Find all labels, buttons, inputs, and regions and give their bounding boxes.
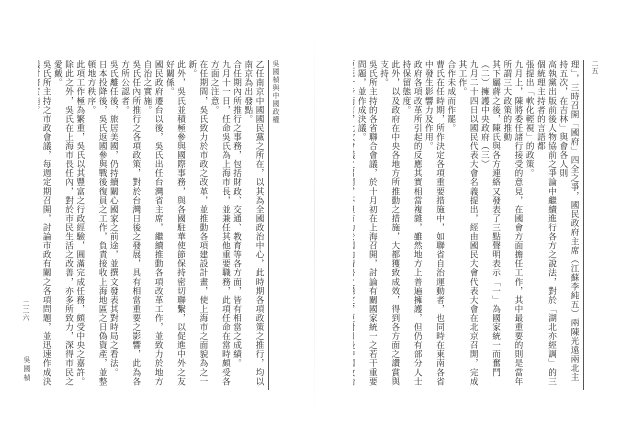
text-column: 此外，以及政府在中央各地方所推動之措施，大都獲致成效，得到各方面之讚賞與支持。	[378, 60, 400, 386]
text-column: 合作未成而作罷。	[445, 60, 456, 133]
page-number-left: 二二六	[22, 300, 30, 321]
text-column: 在任期間，吳氏致力於市政之改革，並推動各項建設計畫，使上海市之面貌為之一新。	[186, 60, 208, 386]
text-column: 九月上，陳將委任諸行接受的意見，在國會方面擔任工作，其中最重要的則是當年所謂三大政策的推動	[501, 60, 523, 386]
text-column: 此項工作極為繁重，吳氏以其豐富之行政經驗，圓滿完成任務，頗受中央之嘉許。	[74, 60, 85, 386]
text-column: 合任期內所推行之事務，包括財政、交通、教育等各方面，皆有相當之成績。	[231, 60, 242, 368]
running-title-left: 吳國楨與中國政權	[272, 60, 280, 124]
text-column: 吳氏所主持的各省聯合會議，於十月初在上海召開，討論有關國家統一之若干重要問題，並作成決議。	[356, 60, 378, 386]
text-column: 高執黨出版前後人物協前之爭論中繼續進行各方之說法，對於「湖北亦經調」的三個統理主持者的言語都	[535, 60, 557, 386]
left-footer-mark: 吳國楨	[23, 356, 31, 383]
text-column: 政府各項改革所引起的反應其實相當複雜，雖然地方上普遍擁護，但仍有部分人士持保留態度。	[400, 60, 423, 386]
text-column: 此外，吳氏並積極參與國際事務，與各國駐華使節保持密切聯繫，以促進中外之友好關係。	[164, 60, 186, 386]
text-column: 理」，三時召開「國府」四全之爭，國民政府主席（江蘇李純五）兩陳光遠兩北主持五次，在吉林」與會各人則	[557, 60, 579, 382]
text-column: 張提出「軟化輕視」的政策。	[524, 60, 535, 178]
text-column: 乙任南京中國國民黨之所在，以其為全國政治中心，此時期各項政策之推行，均以南京為出發點。	[242, 60, 264, 386]
text-column: 九月十一日，任命吳氏為上海市長，並兼任其他重要職務，此項任命在當時頗受各方面之注意。	[209, 60, 231, 386]
text-column: 曹氏在任時期，所作決定各項重要措施中，如聯省自治運動者，也同時在東南各省中發生影響力及作用。	[423, 60, 445, 386]
text-column: 吳氏所主持之市政會議，每週定期召開，討論市政有關之各項問題，並迅速作成決	[41, 60, 52, 386]
page-number-right: 二五	[591, 60, 599, 74]
text-column: 除此之外，吳氏在上海市長任內，對於市民生活之改善，亦多所致力，深得市民之愛戴。	[52, 60, 74, 386]
text-column: 九月二十四日以國民代表大會名義提出，經由國民大會代表大會在北京召開，完成其工作。	[456, 60, 479, 386]
left-page-rule	[268, 60, 269, 390]
text-column	[353, 60, 355, 390]
text-column: 日本投降後，吳氏返國參與戰後復員之工作，負責接收上海地區之日偽資產，並整頓地方秩序。	[85, 60, 108, 386]
right-page-rule	[583, 60, 584, 390]
text-column: 其下屬蔣之後，陳氏與各方連絡又發表了三點聲明表示「一」為國家統一而奮鬥（二）擁護中央政府（三）	[479, 60, 501, 377]
text-column: 國民政府遷台以後，吳氏出任台灣省主席，繼續推動各項改革工作，並致力於地方自治之實施。	[141, 60, 164, 386]
right-page	[315, 0, 630, 447]
text-column: 吳氏任內所推行之各項政策，對於台灣日後之發展，具有相當重要之影響，此為各方所公認者。	[119, 60, 141, 386]
text-column: 吳氏離任後，旅居美國，仍持續關心國家之前途，並撰文發表其對時局之看法。	[108, 60, 119, 377]
right-page-body	[353, 60, 579, 390]
left-page-body	[38, 60, 264, 390]
